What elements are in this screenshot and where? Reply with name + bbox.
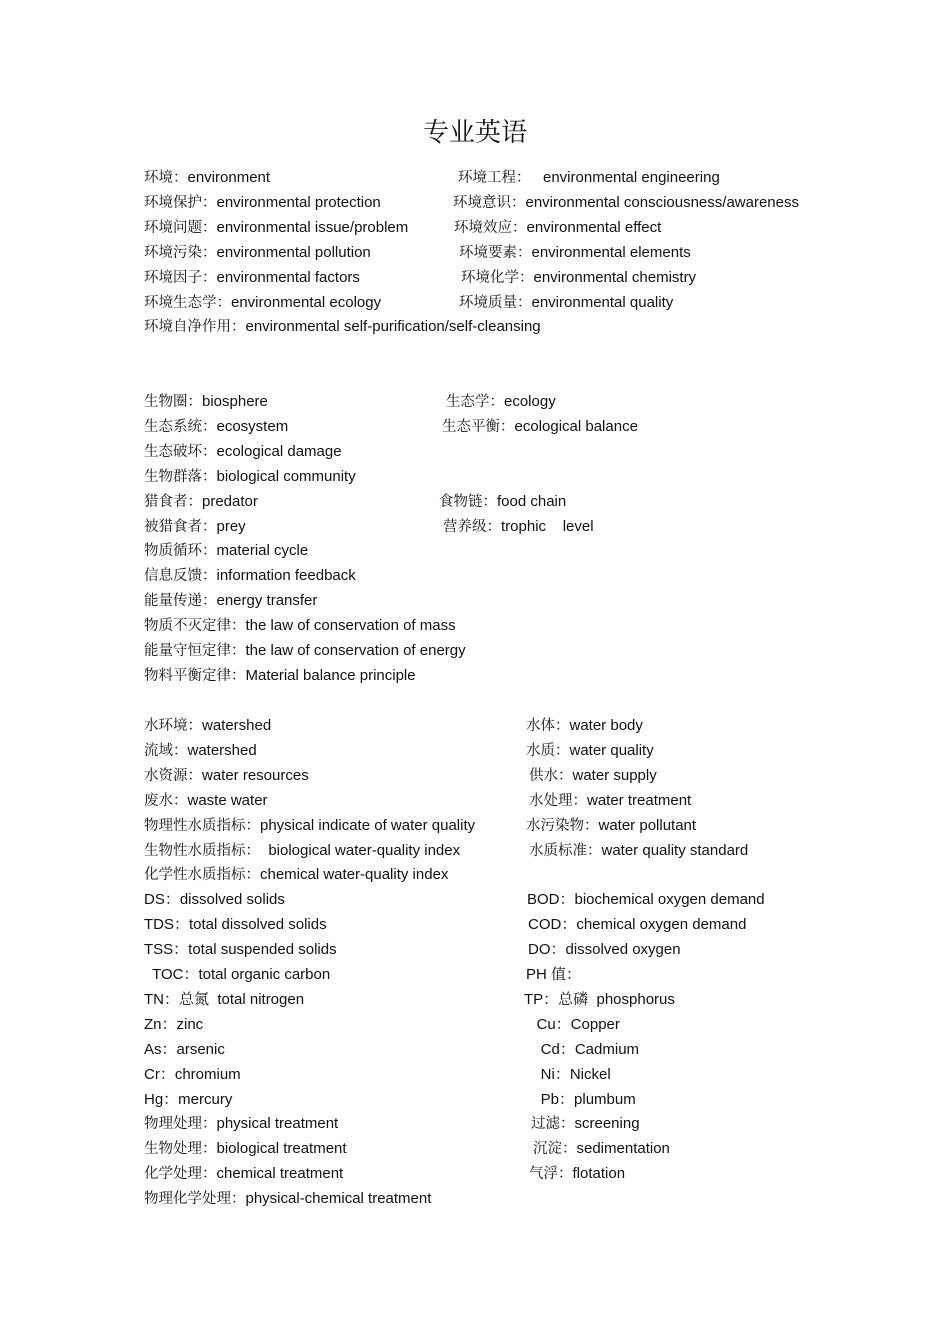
term-english: TSS：total suspended solids: [144, 941, 337, 958]
term-english: TN：总氮 total nitrogen: [144, 991, 305, 1008]
term-english: Material balance principle: [245, 667, 416, 684]
document-title: 专业英语: [422, 118, 527, 148]
term-chinese: 物料平衡定律：: [144, 668, 246, 684]
term-right: [524, 990, 675, 1010]
term-left: [144, 915, 327, 935]
term-english: waste water: [187, 792, 268, 809]
term-right: [461, 268, 696, 288]
term-english: biological community: [216, 468, 356, 485]
term-english: water quality: [569, 742, 654, 759]
term-english: Zn：zinc: [144, 1016, 204, 1033]
term-left: [144, 293, 381, 313]
term-english: PH 值：: [526, 966, 582, 983]
term-chinese: 环境质量：: [459, 295, 532, 311]
term-chinese: 环境保护：: [144, 195, 217, 211]
term-english: environmental engineering: [530, 169, 720, 186]
term-chinese: 环境要素：: [459, 245, 532, 261]
term-right: [453, 193, 799, 213]
term-english: TP：总磷 phosphorus: [524, 991, 675, 1008]
term-chinese: 环境：: [144, 170, 188, 186]
term-english: COD：chemical oxygen demand: [528, 916, 747, 933]
term-english: water quality standard: [601, 842, 749, 859]
term-left: [144, 990, 304, 1010]
term-english: chemical water-quality index: [260, 866, 449, 883]
term-english: As：arsenic: [144, 1041, 225, 1058]
term-right: [528, 915, 746, 935]
term-english: physical-chemical treatment: [245, 1190, 432, 1207]
term-english: biological treatment: [216, 1140, 347, 1157]
term-left: [144, 492, 258, 512]
term-right: [458, 168, 720, 188]
term-chinese: 生态系统：: [144, 419, 217, 435]
term-right: [529, 841, 748, 861]
term-right: [446, 392, 556, 412]
term-left: [144, 1139, 347, 1159]
term-left: [144, 243, 371, 263]
term-english: material cycle: [216, 542, 309, 559]
term-chinese: 水资源：: [144, 768, 202, 784]
term-chinese: 物理性水质指标：: [144, 818, 260, 834]
term-left: [144, 541, 308, 561]
term-chinese: 环境意识：: [453, 195, 526, 211]
term-english: biosphere: [202, 393, 268, 410]
term-left: [144, 268, 360, 288]
term-chinese: 水质：: [526, 743, 570, 759]
term-english: environmental self-purification/self-cleansing: [245, 318, 541, 335]
term-right: [524, 1040, 639, 1060]
term-chinese: 环境工程：: [458, 170, 531, 186]
term-left: [144, 218, 408, 238]
term-left: [144, 741, 257, 761]
term-english: environment: [187, 169, 271, 186]
term-chinese: 环境问题：: [144, 220, 217, 236]
term-right: [459, 243, 691, 263]
term-english: water body: [569, 717, 643, 734]
term-chinese: 生物群落：: [144, 469, 217, 485]
term-english: water supply: [572, 767, 657, 784]
term-english: screening: [574, 1115, 640, 1132]
term-left: [144, 1065, 241, 1085]
term-left: [144, 1114, 338, 1134]
term-english: Ni：Nickel: [524, 1066, 611, 1083]
term-chinese: 能量守恒定律：: [144, 643, 246, 659]
term-chinese: 物理处理：: [144, 1116, 217, 1132]
term-right: [459, 293, 673, 313]
term-english: environmental quality: [531, 294, 674, 311]
term-chinese: 环境生态学：: [144, 295, 231, 311]
term-chinese: 物理化学处理：: [144, 1191, 246, 1207]
term-chinese: 废水：: [144, 793, 188, 809]
term-left: [144, 467, 356, 487]
term-chinese: 营养级：: [443, 519, 501, 535]
term-english: flotation: [572, 1165, 626, 1182]
term-chinese: 猎食者：: [144, 494, 202, 510]
term-left: [144, 816, 475, 836]
term-english: TDS：total dissolved solids: [144, 916, 327, 933]
term-chinese: 供水：: [529, 768, 573, 784]
term-chinese: 环境效应：: [454, 220, 527, 236]
term-left: [144, 1090, 232, 1110]
term-chinese: 过滤：: [531, 1116, 575, 1132]
term-right: [439, 492, 566, 512]
term-right: [527, 890, 765, 910]
term-left: [144, 616, 456, 636]
term-english: predator: [202, 493, 258, 510]
term-chinese: 食物链：: [439, 494, 497, 510]
term-english: energy transfer: [216, 592, 318, 609]
term-left: [144, 442, 342, 462]
term-chinese: 物质循环：: [144, 543, 217, 559]
term-chinese: 生态平衡：: [442, 419, 515, 435]
term-right: [442, 417, 638, 437]
term-left: [144, 1015, 203, 1035]
term-english: ecological balance: [514, 418, 638, 435]
term-english: environmental pollution: [216, 244, 371, 261]
term-chinese: 化学性水质指标：: [144, 867, 260, 883]
term-english: DO：dissolved oxygen: [528, 941, 681, 958]
term-chinese: 化学处理：: [144, 1166, 217, 1182]
term-chinese: 生物处理：: [144, 1141, 217, 1157]
term-right: [533, 1139, 670, 1159]
term-english: sedimentation: [576, 1140, 670, 1157]
term-english: environmental issue/problem: [216, 219, 409, 236]
term-english: Cu：Copper: [524, 1016, 620, 1033]
term-english: biological water-quality index: [260, 842, 461, 859]
term-right: [454, 218, 661, 238]
term-chinese: 能量传递：: [144, 593, 217, 609]
term-chinese: 生态破坏：: [144, 444, 217, 460]
term-english: prey: [216, 518, 246, 535]
term-right: [526, 716, 643, 736]
term-right: [524, 1090, 636, 1110]
term-english: information feedback: [216, 567, 356, 584]
term-english: environmental elements: [531, 244, 691, 261]
term-left: [144, 641, 466, 661]
term-english: Pb：plumbum: [524, 1091, 636, 1108]
term-chinese: 沉淀：: [533, 1141, 577, 1157]
term-left: [144, 791, 268, 811]
term-right: [524, 1065, 611, 1085]
term-chinese: 生物性水质指标：: [144, 843, 260, 859]
term-right: [524, 1015, 620, 1035]
term-english: environmental consciousness/awareness: [525, 194, 799, 211]
term-left: [144, 317, 541, 337]
term-left: [144, 1040, 225, 1060]
term-left: [144, 841, 460, 861]
term-left: [144, 1189, 431, 1209]
term-chinese: 气浮：: [529, 1166, 573, 1182]
term-english: water pollutant: [598, 817, 697, 834]
term-english: BOD：biochemical oxygen demand: [527, 891, 765, 908]
term-chinese: 水质标准：: [529, 843, 602, 859]
term-left: [144, 392, 268, 412]
term-english: environmental chemistry: [533, 269, 697, 286]
term-left: [144, 417, 288, 437]
term-left: [144, 890, 285, 910]
term-right: [529, 791, 691, 811]
term-chinese: 生物圈：: [144, 394, 202, 410]
term-left: [144, 766, 309, 786]
term-english: environmental effect: [526, 219, 662, 236]
term-english: watershed: [202, 717, 272, 734]
term-left: [144, 865, 448, 885]
term-right: [526, 965, 581, 985]
term-left: [144, 517, 246, 537]
term-right: [443, 517, 594, 537]
term-english: environmental ecology: [231, 294, 382, 311]
term-english: environmental protection: [216, 194, 381, 211]
term-chinese: 水体：: [526, 718, 570, 734]
term-english: TOC：total organic carbon: [144, 966, 331, 983]
term-chinese: 水环境：: [144, 718, 202, 734]
term-english: Cr：chromium: [144, 1066, 241, 1083]
term-english: ecology: [504, 393, 556, 410]
term-chinese: 环境化学：: [461, 270, 534, 286]
term-left: [144, 193, 381, 213]
term-english: chemical treatment: [216, 1165, 344, 1182]
term-left: [144, 940, 337, 960]
term-english: ecosystem: [216, 418, 289, 435]
term-english: food chain: [497, 493, 567, 510]
term-left: [144, 716, 271, 736]
term-left: [144, 666, 416, 686]
term-left: [144, 1164, 343, 1184]
term-right: [531, 1114, 640, 1134]
term-chinese: 被猎食者：: [144, 519, 217, 535]
term-english: physical treatment: [216, 1115, 339, 1132]
term-english: watershed: [187, 742, 257, 759]
term-chinese: 水处理：: [529, 793, 587, 809]
term-english: trophic level: [501, 518, 594, 535]
term-left: [144, 965, 330, 985]
term-chinese: 环境污染：: [144, 245, 217, 261]
term-chinese: 环境因子：: [144, 270, 217, 286]
term-english: water resources: [202, 767, 309, 784]
term-right: [528, 940, 681, 960]
term-english: Cd：Cadmium: [524, 1041, 640, 1058]
term-chinese: 流域：: [144, 743, 188, 759]
term-right: [526, 816, 696, 836]
term-chinese: 环境自净作用：: [144, 319, 246, 335]
term-chinese: 物质不灭定律：: [144, 618, 246, 634]
term-chinese: 生态学：: [446, 394, 504, 410]
term-right: [526, 741, 654, 761]
term-english: the law of conservation of energy: [245, 642, 466, 659]
term-english: the law of conservation of mass: [245, 617, 456, 634]
term-english: environmental factors: [216, 269, 360, 286]
term-english: ecological damage: [216, 443, 342, 460]
term-chinese: 水污染物：: [526, 818, 599, 834]
term-left: [144, 566, 356, 586]
term-right: [529, 1164, 625, 1184]
term-english: DS：dissolved solids: [144, 891, 285, 908]
term-english: Hg：mercury: [144, 1091, 233, 1108]
term-left: [144, 168, 270, 188]
term-chinese: 信息反馈：: [144, 568, 217, 584]
term-right: [529, 766, 657, 786]
term-english: physical indicate of water quality: [260, 817, 476, 834]
term-left: [144, 591, 317, 611]
term-english: water treatment: [587, 792, 692, 809]
